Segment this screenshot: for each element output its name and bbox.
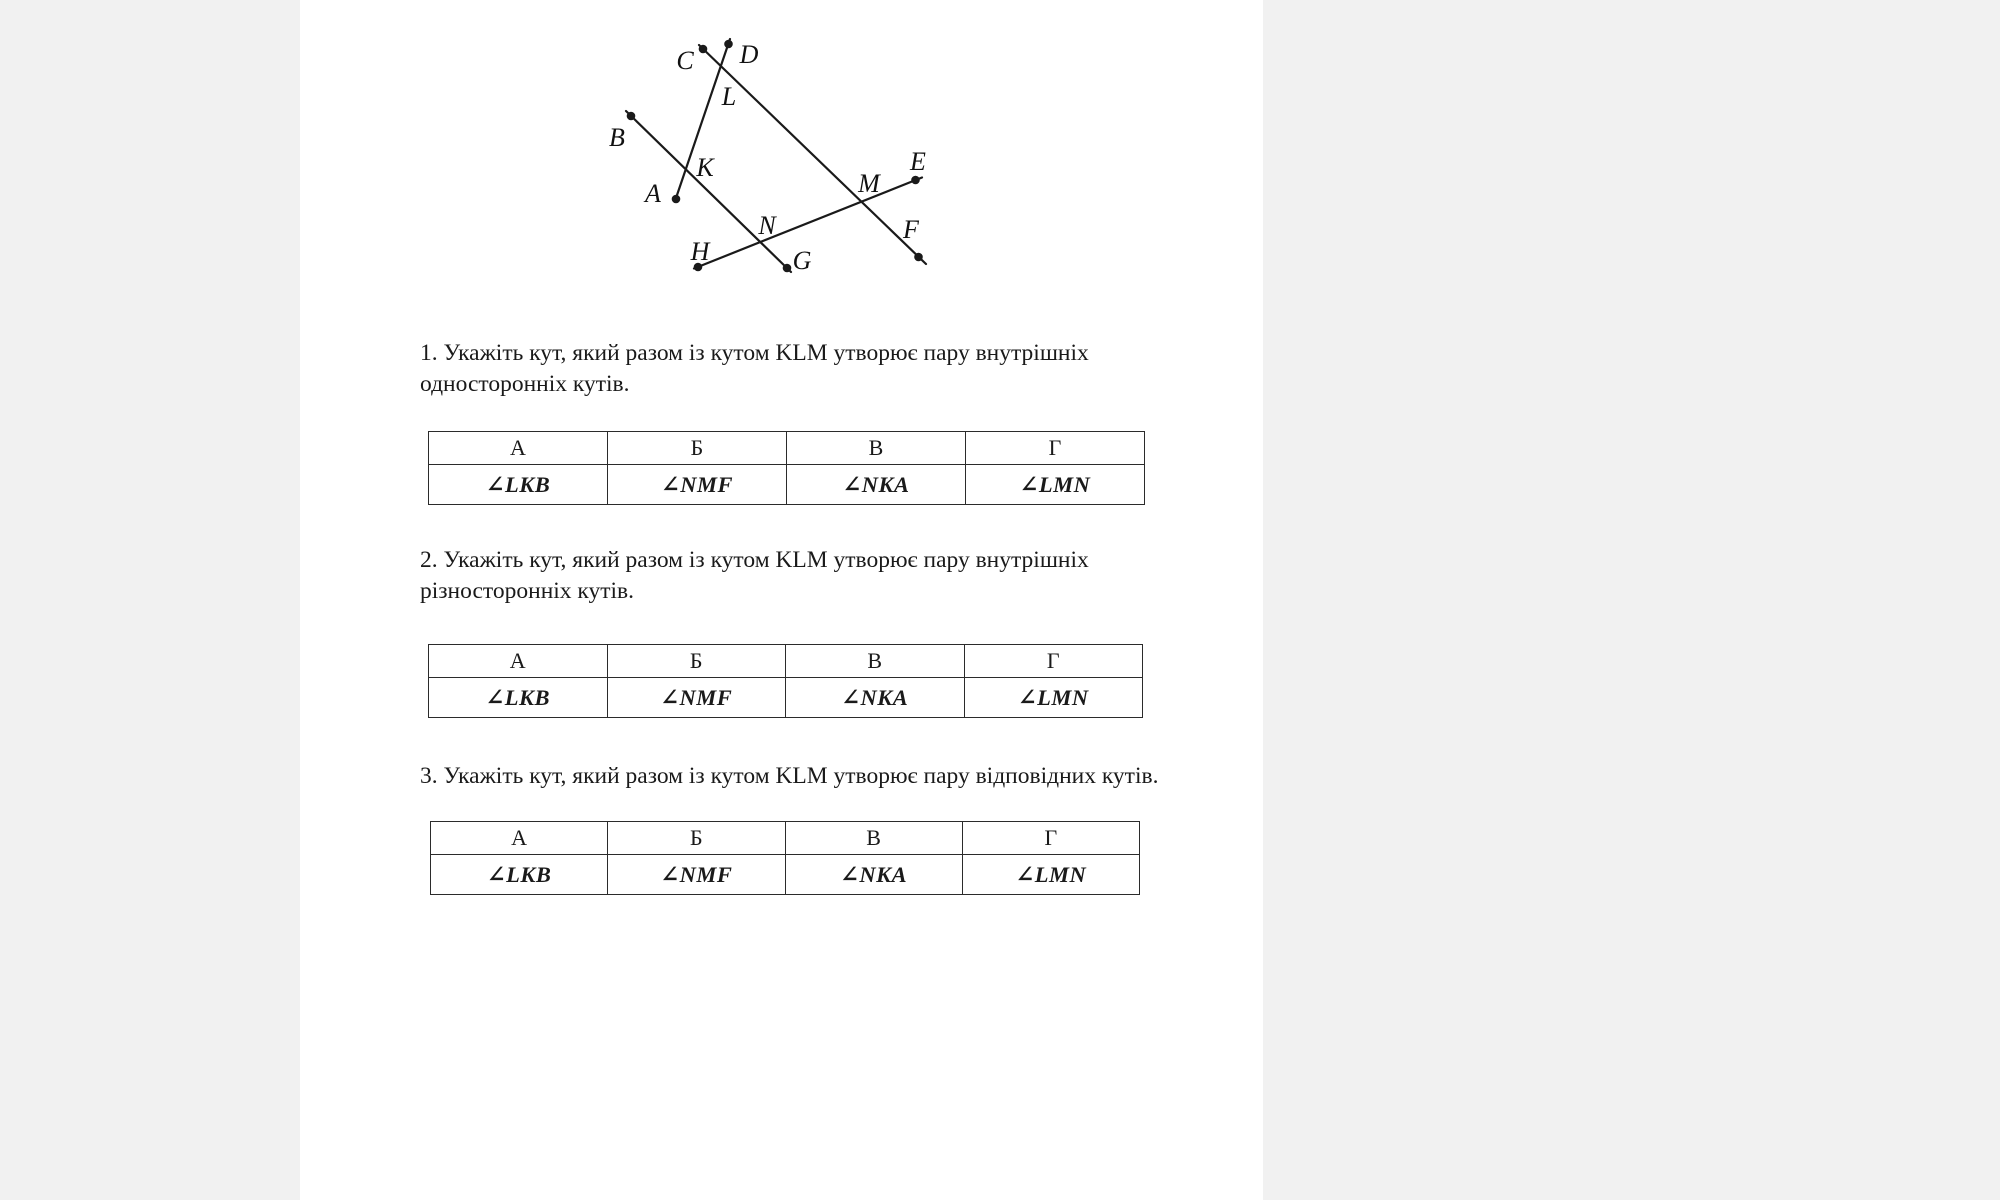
- point-label-E: E: [910, 147, 926, 176]
- option-letter-g: Г: [964, 645, 1143, 678]
- point-label-G: G: [792, 246, 812, 275]
- point-label-D: D: [739, 40, 759, 69]
- point-dot-B: [627, 112, 636, 121]
- answer-table-3: [430, 821, 1140, 895]
- point-dot-C: [699, 45, 708, 54]
- option-letter-g: Г: [966, 432, 1145, 465]
- answer-table-1-answers-row: [429, 465, 1145, 505]
- point-label-A: A: [645, 179, 661, 208]
- option-answer-b: ∠NMF: [608, 855, 785, 895]
- option-letter-a: А: [431, 822, 608, 855]
- question-3: [420, 761, 1158, 792]
- option-answer-a: ∠LKB: [429, 678, 608, 718]
- point-dot-E: [911, 176, 920, 185]
- option-letter-v: В: [787, 432, 966, 465]
- question-3-line-1: 3. Укажіть кут, який разом із кутом KLM утворює пару відповідних кутів.: [420, 763, 1159, 789]
- point-label-H: H: [690, 237, 710, 266]
- point-label-N: N: [758, 211, 776, 240]
- option-answer-v: ∠NKA: [787, 465, 966, 505]
- answer-table-1-letters-row: [429, 432, 1145, 465]
- option-letter-a: А: [429, 645, 608, 678]
- point-label-M: M: [858, 169, 880, 198]
- option-answer-g: ∠LMN: [964, 678, 1143, 718]
- question-1: [420, 338, 1089, 400]
- option-answer-a: ∠LKB: [431, 855, 608, 895]
- point-label-K: K: [696, 153, 714, 182]
- question-1-line-1: 1. Укажіть кут, який разом із кутом KLM утворює пару внутрішніх: [420, 340, 1089, 366]
- worksheet-page: [300, 0, 1263, 1200]
- question-1-line-2: односторонніх кутів.: [420, 371, 630, 397]
- question-2-line-1: 2. Укажіть кут, який разом із кутом KLM утворює пару внутрішніх: [420, 547, 1089, 573]
- point-dot-G: [783, 264, 792, 273]
- option-answer-v: ∠NKA: [786, 678, 965, 718]
- geometry-figure: [590, 30, 950, 300]
- point-dot-F: [914, 253, 923, 262]
- question-2: [420, 545, 1089, 607]
- point-dot-A: [672, 195, 681, 204]
- point-dot-D: [724, 40, 733, 49]
- option-letter-a: А: [429, 432, 608, 465]
- option-answer-v: ∠NKA: [785, 855, 962, 895]
- option-answer-a: ∠LKB: [429, 465, 608, 505]
- point-label-L: L: [721, 82, 737, 111]
- question-2-line-2: різносторонніх кутів.: [420, 578, 635, 604]
- option-answer-g: ∠LMN: [966, 465, 1145, 505]
- line-C-F: [699, 45, 926, 264]
- option-letter-v: В: [786, 645, 965, 678]
- option-letter-v: В: [785, 822, 962, 855]
- answer-table-2-answers-row: [429, 678, 1143, 718]
- option-answer-g: ∠LMN: [962, 855, 1139, 895]
- answer-table-3-answers-row: [431, 855, 1140, 895]
- option-letter-b: Б: [607, 645, 786, 678]
- option-letter-g: Г: [962, 822, 1139, 855]
- option-answer-b: ∠NMF: [607, 678, 786, 718]
- answer-table-1: [428, 431, 1145, 505]
- option-letter-b: Б: [608, 822, 785, 855]
- point-label-C: C: [676, 46, 694, 75]
- point-label-B: B: [609, 123, 625, 152]
- answer-table-3-letters-row: [431, 822, 1140, 855]
- option-letter-b: Б: [608, 432, 787, 465]
- point-label-F: F: [903, 215, 919, 244]
- answer-table-2: [428, 644, 1143, 718]
- option-answer-b: ∠NMF: [608, 465, 787, 505]
- answer-table-2-letters-row: [429, 645, 1143, 678]
